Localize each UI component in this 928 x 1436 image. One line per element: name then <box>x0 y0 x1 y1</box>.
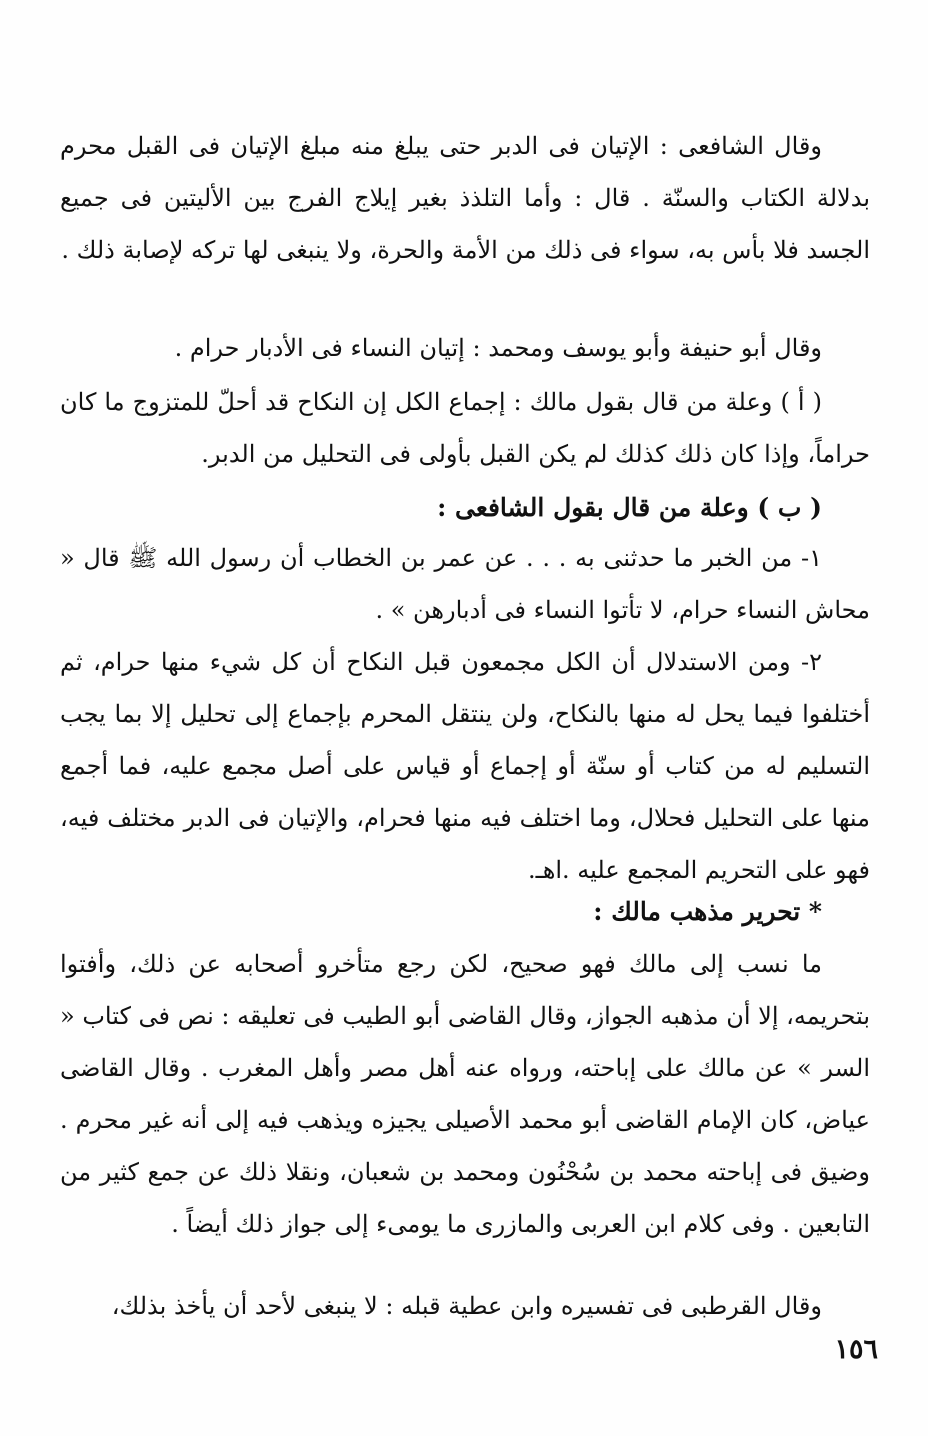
paragraph-shafii-ruling <box>60 120 870 276</box>
paragraph-text: وقال القرطبى فى تفسيره وابن عطية قبله : لا ينبغى لأحد أن يأخذ بذلك، <box>111 1292 822 1320</box>
section-heading: * تحرير مذهب مالك : <box>593 897 822 926</box>
paragraph-text: ما نسب إلى مالك فهو صحيح، لكن رجع متأخرو أصحابه عن ذلك، وأفتوا بتحريمه، إلا أن مذهبه الجواز، وقال القاضى أبو الطيب فى تعليقه : نص فى كتاب « السر » عن مالك على إباحته، ورواه عنه أهل مصر وأهل المغرب . وقال القاضى عياض، كان الإمام القاضى أبو محمد الأصيلى يجيزه ويذهب فيه إلى أنه غير محرم . وضيق فى إباحته محمد بن سُحْنُون ومحمد بن شعبان، ونقلا ذلك عن جمع كثير من التابعين . وفى كلام ابن العربى والمازرى ما يومىء إلى جواز ذلك أيضاً . <box>60 950 870 1238</box>
paragraph-text: ١- من الخبر ما حدثنى به . . . عن عمر بن الخطاب أن رسول الله ﷺ قال « محاش النساء حرام، لا تأتوا النساء فى أدبارهن » . <box>60 544 870 624</box>
heading-shafii-reasoning <box>60 482 870 534</box>
paragraph-malik-school-details <box>60 938 870 1250</box>
paragraph-hadith-evidence <box>60 532 870 636</box>
paragraph-text: ( أ ) وعلة من قال بقول مالك : إجماع الكل إن النكاح قد أحلّ للمتزوج ما كان حراماً، وإذا كان ذلك كذلك لم يكن القبل بأولى فى التحليل من الدبر. <box>60 388 870 468</box>
paragraph-abu-hanifa-ruling <box>60 322 870 374</box>
paragraph-text: ٢- ومن الاستدلال أن الكل مجمعون قبل النكاح أن كل شيء منها حرام، ثم أختلفوا فيما يحل له منها بالنكاح، ولن ينتقل المحرم بإجماع إلى تحليل إلا بما يجب التسليم له من كتاب أو سنّة أو إجماع أو قياس على أصل مجمع عليه، فما أجمع منها على التحليل فحلال، وما اختلف فيه منها فحرام، والإتيان فى الدبر مختلف فيه، فهو على التحريم المجمع عليه .اهـ. <box>60 648 871 884</box>
page-number: ١٥٦ <box>834 1334 878 1365</box>
paragraph-text: وقال أبو حنيفة وأبو يوسف ومحمد : إتيان النساء فى الأدبار حرام . <box>174 334 822 362</box>
section-heading: ( ب ) وعلة من قال بقول الشافعى : <box>437 493 822 522</box>
paragraph-inference-evidence <box>60 636 870 896</box>
paragraph-malik-reasoning <box>60 376 870 480</box>
heading-malik-school <box>60 886 870 938</box>
paragraph-text: وقال الشافعى : الإتيان فى الدبر حتى يبلغ منه مبلغ الإتيان فى القبل محرم بدلالة الكتاب والسنّة . قال : وأما التلذذ بغير إيلاج الفرج بين الأليتين فى جميع الجسد فلا بأس به، سواء فى ذلك من الأمة والحرة، ولا ينبغى لها تركه لإصابة ذلك . <box>60 132 870 264</box>
paragraph-qurtubi-opinion <box>60 1280 870 1332</box>
